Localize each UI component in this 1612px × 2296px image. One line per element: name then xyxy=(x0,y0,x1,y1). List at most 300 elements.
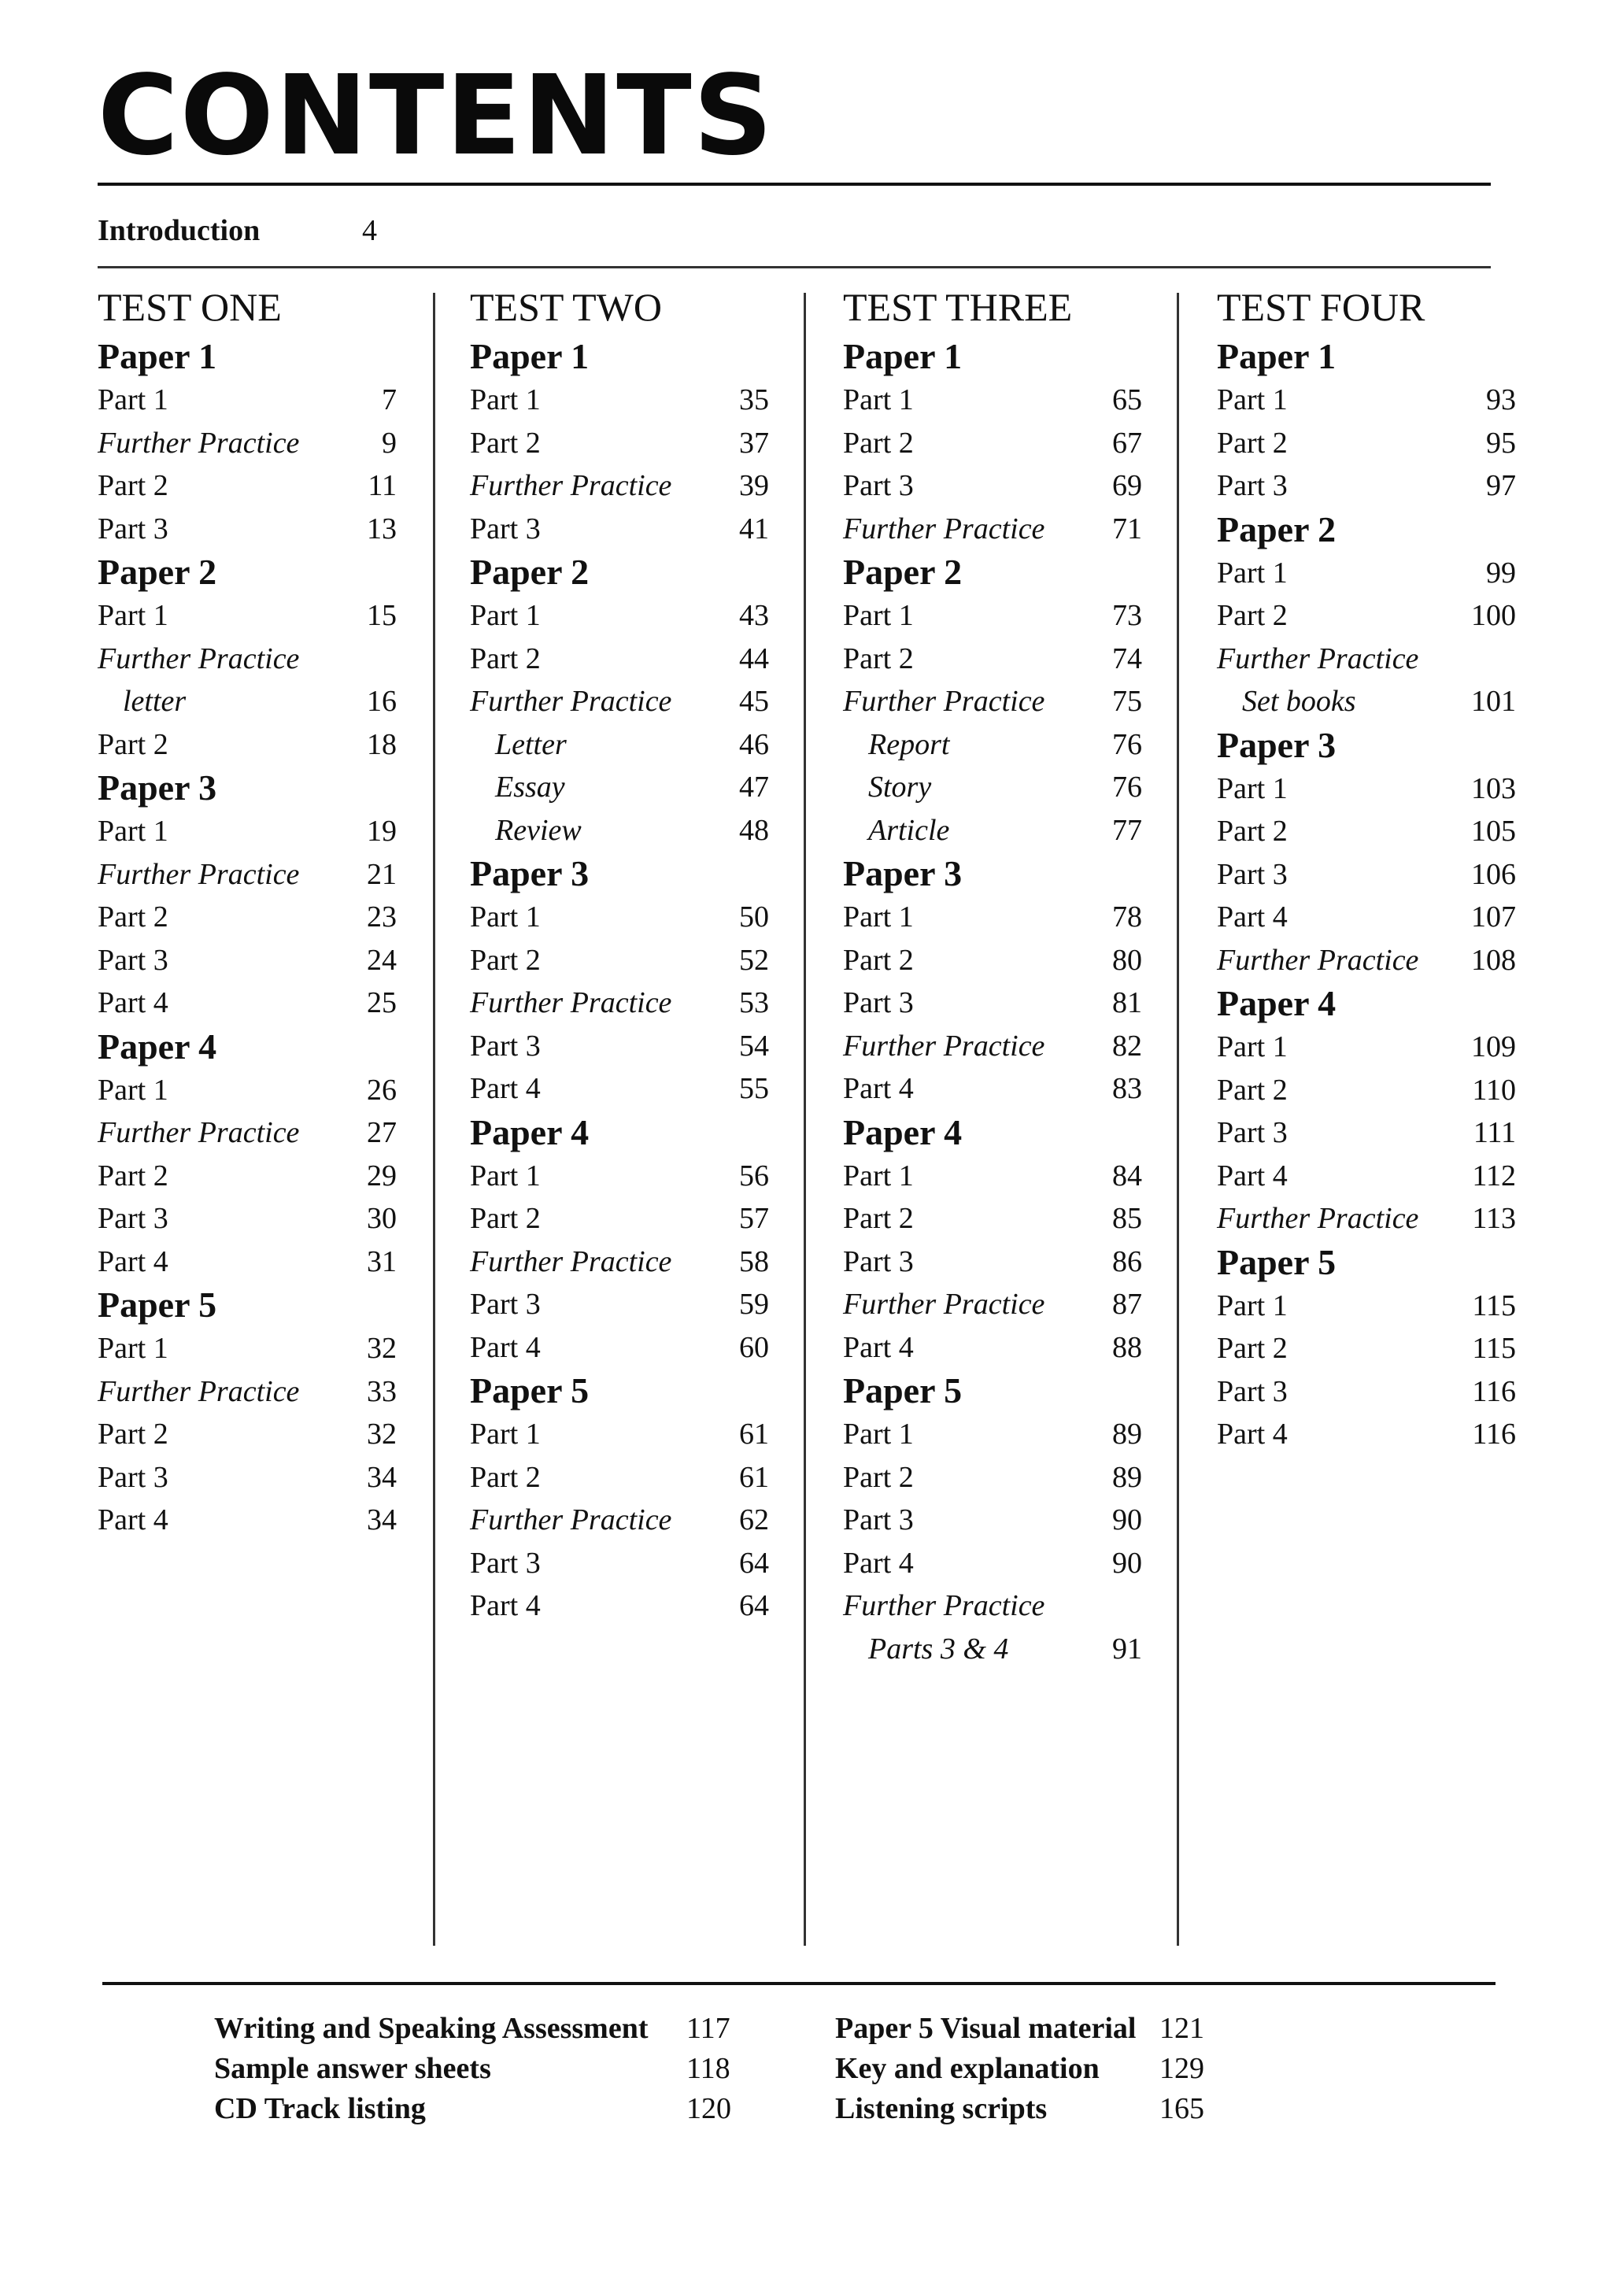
toc-entry-label: Part 4 xyxy=(843,1072,914,1105)
toc-entry[interactable] xyxy=(1217,422,1516,465)
toc-entry[interactable] xyxy=(470,723,769,767)
toc-entry[interactable] xyxy=(843,1628,1142,1671)
toc-entry-page-number: 30 xyxy=(367,1202,397,1235)
toc-entry-label: Further Practice xyxy=(1217,1202,1419,1235)
toc-entry[interactable] xyxy=(843,379,1142,422)
paper-heading[interactable]: Paper 4 xyxy=(1217,983,1337,1023)
toc-entry-label: Part 1 xyxy=(98,599,168,632)
toc-entry-page-number: 35 xyxy=(739,383,769,416)
toc-entry-page-number: 44 xyxy=(739,641,769,675)
toc-entry[interactable] xyxy=(98,680,397,723)
toc-entry[interactable] xyxy=(98,1111,397,1155)
toc-entry[interactable] xyxy=(470,680,769,723)
toc-entry-page-number: 64 xyxy=(739,1589,769,1622)
toc-entry-page-number: 61 xyxy=(739,1418,769,1451)
toc-entry[interactable] xyxy=(98,594,397,638)
column-divider xyxy=(804,293,806,1946)
test-four-column xyxy=(1217,279,1516,1456)
toc-entry[interactable] xyxy=(843,594,1142,638)
paper-heading[interactable]: Paper 1 xyxy=(470,336,590,376)
toc-entry[interactable] xyxy=(470,379,769,422)
toc-entry-page-number: 55 xyxy=(739,1072,769,1105)
toc-entry[interactable] xyxy=(470,1025,769,1068)
toc-entry-label: Part 2 xyxy=(843,943,914,977)
paper-heading[interactable]: Paper 2 xyxy=(470,552,590,592)
toc-entry-page-number: 21 xyxy=(367,857,397,891)
toc-entry[interactable] xyxy=(1217,1069,1516,1112)
toc-entry-label: Part 2 xyxy=(98,900,168,934)
toc-entry[interactable] xyxy=(98,896,397,939)
paper-heading[interactable]: Paper 5 xyxy=(470,1370,590,1411)
toc-entry-page-number: 106 xyxy=(1471,857,1516,891)
test-heading: TEST FOUR xyxy=(1217,285,1425,329)
toc-entry-page-number: 95 xyxy=(1486,426,1516,460)
paper-heading[interactable]: Paper 2 xyxy=(1217,508,1337,549)
toc-entry-label: Part 1 xyxy=(1217,771,1288,805)
toc-entry-label: Essay xyxy=(495,771,565,804)
toc-entry[interactable] xyxy=(843,1542,1142,1585)
toc-entry[interactable] xyxy=(1217,896,1516,939)
toc-entry-label: Part 3 xyxy=(98,1202,168,1235)
toc-entry-label: Part 4 xyxy=(470,1330,541,1364)
toc-entry-page-number: 88 xyxy=(1112,1330,1142,1364)
toc-entry-label: Further Practice xyxy=(98,1374,300,1408)
toc-entry-page-number: 50 xyxy=(739,900,769,934)
toc-entry-page-number: 115 xyxy=(1472,1332,1516,1365)
toc-entry[interactable] xyxy=(1217,939,1516,982)
toc-entry-label: Parts 3 & 4 xyxy=(868,1632,1009,1666)
toc-entry[interactable] xyxy=(843,1584,1142,1628)
toc-entry-label: Part 4 xyxy=(1217,1159,1288,1192)
toc-entry-label: Further Practice xyxy=(470,1503,672,1536)
toc-entry[interactable] xyxy=(470,1584,769,1628)
toc-entry[interactable] xyxy=(843,1499,1142,1542)
toc-entry-label: Part 1 xyxy=(98,1332,168,1365)
toc-entry[interactable] xyxy=(98,1069,397,1112)
footer-entry-page-number: 129 xyxy=(1159,2052,1204,2085)
toc-entry[interactable] xyxy=(470,939,769,982)
toc-entry-page-number: 107 xyxy=(1471,900,1516,934)
toc-entry-page-number: 58 xyxy=(739,1244,769,1278)
toc-entry-label: Further Practice xyxy=(843,685,1045,718)
toc-entry-label: Part 4 xyxy=(843,1546,914,1580)
paper-heading[interactable]: Paper 1 xyxy=(843,336,963,376)
toc-entry-label: Further Practice xyxy=(1217,641,1419,675)
toc-entry-page-number: 57 xyxy=(739,1202,769,1235)
toc-entry-label: Part 4 xyxy=(98,1244,168,1278)
footer-entry-label: CD Track listing xyxy=(214,2092,426,2125)
toc-entry-page-number: 16 xyxy=(367,685,397,718)
toc-entry-page-number: 115 xyxy=(1472,1288,1516,1322)
toc-entry-label: Part 3 xyxy=(843,986,914,1019)
footer-entry-page-number: 120 xyxy=(686,2092,731,2125)
toc-entry[interactable] xyxy=(843,1413,1142,1456)
page-title: CONTENTS xyxy=(98,52,775,180)
toc-entry-page-number: 65 xyxy=(1112,383,1142,416)
toc-entry[interactable] xyxy=(1217,464,1516,508)
toc-entry[interactable] xyxy=(843,1283,1142,1326)
toc-entry-label: Further Practice xyxy=(470,1244,672,1278)
paper-heading[interactable]: Paper 2 xyxy=(843,552,963,592)
toc-entry[interactable] xyxy=(98,982,397,1025)
toc-entry-page-number: 87 xyxy=(1112,1288,1142,1321)
introduction-label: Introduction xyxy=(98,214,261,247)
toc-entry-page-number: 53 xyxy=(739,986,769,1019)
toc-entry-page-number: 74 xyxy=(1112,641,1142,675)
toc-entry[interactable] xyxy=(843,723,1142,767)
toc-entry[interactable] xyxy=(98,1456,397,1499)
toc-entry-page-number: 23 xyxy=(367,900,397,934)
toc-entry-label: Set books xyxy=(1242,685,1356,718)
toc-entry[interactable] xyxy=(470,1456,769,1499)
toc-entry[interactable] xyxy=(98,464,397,508)
toc-entry-page-number: 7 xyxy=(382,383,397,416)
toc-entry[interactable] xyxy=(470,809,769,852)
toc-entry-label: Part 2 xyxy=(98,1418,168,1451)
toc-entry[interactable] xyxy=(98,1413,397,1456)
toc-entry-page-number: 11 xyxy=(368,469,397,502)
test-heading: TEST ONE xyxy=(98,285,282,329)
toc-entry-page-number: 32 xyxy=(367,1418,397,1451)
toc-entry[interactable] xyxy=(843,464,1142,508)
toc-entry[interactable] xyxy=(470,1413,769,1456)
toc-entry-label: Part 1 xyxy=(98,815,168,848)
toc-entry-label: Part 3 xyxy=(1217,1374,1288,1408)
toc-entry-page-number: 76 xyxy=(1112,727,1142,761)
toc-entry-label: Further Practice xyxy=(98,426,300,460)
toc-entry-page-number: 89 xyxy=(1112,1418,1142,1451)
footer-entry-label: Key and explanation xyxy=(835,2052,1100,2085)
toc-entry-page-number: 89 xyxy=(1112,1460,1142,1494)
column-divider xyxy=(433,293,435,1946)
toc-entry-label: Further Practice xyxy=(470,986,672,1019)
toc-entry-page-number: 37 xyxy=(739,426,769,460)
paper-heading[interactable]: Paper 4 xyxy=(470,1111,590,1152)
toc-entry[interactable] xyxy=(98,508,397,551)
toc-entry-page-number: 29 xyxy=(367,1159,397,1192)
toc-entry[interactable] xyxy=(843,766,1142,809)
toc-entry-label: Part 3 xyxy=(843,1503,914,1536)
test-one-column xyxy=(98,279,397,1542)
toc-entry[interactable] xyxy=(470,1499,769,1542)
toc-entry[interactable] xyxy=(470,1283,769,1326)
toc-entry[interactable] xyxy=(98,939,397,982)
toc-entry-page-number: 86 xyxy=(1112,1244,1142,1278)
toc-entry-page-number: 46 xyxy=(739,727,769,761)
toc-entry[interactable] xyxy=(843,422,1142,465)
paper-heading[interactable]: Paper 1 xyxy=(1217,336,1337,376)
toc-entry[interactable] xyxy=(1217,767,1516,811)
toc-entry[interactable] xyxy=(1217,1197,1516,1240)
toc-entry-label: Part 2 xyxy=(1217,1332,1288,1365)
toc-entry-page-number: 108 xyxy=(1471,943,1516,977)
toc-entry-label: Part 3 xyxy=(1217,857,1288,891)
toc-entry-label: Part 2 xyxy=(98,1159,168,1192)
toc-entry[interactable] xyxy=(1217,1155,1516,1198)
toc-entry[interactable] xyxy=(1217,1026,1516,1069)
toc-entry-label: Part 3 xyxy=(470,1029,541,1063)
toc-entry-page-number: 31 xyxy=(367,1244,397,1278)
toc-entry-page-number: 69 xyxy=(1112,469,1142,502)
toc-entry-label: Part 1 xyxy=(843,383,914,416)
toc-entry-page-number: 71 xyxy=(1112,512,1142,545)
toc-entry-label: Part 3 xyxy=(1217,469,1288,502)
toc-entry-page-number: 18 xyxy=(367,727,397,761)
toc-entry-page-number: 13 xyxy=(367,512,397,545)
toc-entry-page-number: 32 xyxy=(367,1332,397,1365)
toc-entry-label: Part 2 xyxy=(1217,599,1288,632)
toc-entry-page-number: 19 xyxy=(367,815,397,848)
toc-entry-page-number: 48 xyxy=(739,813,769,847)
paper-heading[interactable]: Paper 4 xyxy=(98,1026,217,1067)
toc-entry[interactable] xyxy=(98,1499,397,1542)
footer-entry-page-number: 165 xyxy=(1159,2092,1204,2125)
toc-entry[interactable] xyxy=(1217,379,1516,422)
section-rule xyxy=(98,266,1491,268)
toc-entry-page-number: 91 xyxy=(1112,1632,1142,1666)
toc-entry[interactable] xyxy=(470,594,769,638)
toc-entry[interactable] xyxy=(98,810,397,853)
toc-entry-label: Part 3 xyxy=(98,943,168,977)
toc-entry-label: Part 1 xyxy=(470,1418,541,1451)
toc-entry-label: Further Practice xyxy=(843,1589,1045,1622)
toc-entry-page-number: 9 xyxy=(382,426,397,460)
toc-entry[interactable] xyxy=(470,508,769,551)
toc-entry-label: Article xyxy=(868,813,950,847)
introduction-entry[interactable] xyxy=(98,211,412,250)
toc-entry[interactable] xyxy=(98,1240,397,1284)
toc-entry[interactable] xyxy=(1217,1370,1516,1414)
toc-entry-page-number: 43 xyxy=(739,599,769,632)
toc-entry[interactable] xyxy=(1217,1327,1516,1370)
toc-entry[interactable] xyxy=(98,638,397,681)
paper-heading[interactable]: Paper 5 xyxy=(98,1285,217,1325)
toc-entry-page-number: 27 xyxy=(367,1116,397,1149)
toc-entry[interactable] xyxy=(1217,638,1516,681)
paper-heading[interactable]: Paper 3 xyxy=(843,853,963,893)
toc-entry[interactable] xyxy=(843,896,1142,939)
toc-entry[interactable] xyxy=(843,1240,1142,1284)
paper-heading[interactable]: Paper 5 xyxy=(1217,1241,1337,1282)
toc-entry-page-number: 73 xyxy=(1112,599,1142,632)
test-three-column xyxy=(843,279,1142,1670)
toc-entry-label: Part 1 xyxy=(470,900,541,934)
toc-entry[interactable] xyxy=(98,723,397,767)
toc-entry-label: Review xyxy=(495,813,582,847)
toc-entry[interactable] xyxy=(470,1155,769,1198)
toc-entry-label: Letter xyxy=(495,727,567,761)
toc-entry[interactable] xyxy=(470,464,769,508)
toc-entry-label: Further Practice xyxy=(843,1029,1045,1063)
toc-entry-label: Part 4 xyxy=(1217,1418,1288,1451)
toc-entry-page-number: 25 xyxy=(367,986,397,1019)
toc-entry-label: Part 4 xyxy=(98,1503,168,1536)
toc-entry-page-number: 54 xyxy=(739,1029,769,1063)
toc-entry-label: Part 3 xyxy=(98,1460,168,1494)
toc-entry-page-number: 75 xyxy=(1112,685,1142,718)
toc-entry-label: Part 3 xyxy=(1217,1116,1288,1149)
paper-heading[interactable]: Paper 3 xyxy=(98,767,217,808)
toc-entry-label: Part 3 xyxy=(470,512,541,545)
toc-entry[interactable] xyxy=(1217,552,1516,595)
test-heading: TEST TWO xyxy=(470,285,662,329)
paper-heading[interactable]: Paper 3 xyxy=(1217,724,1337,765)
toc-entry-label: Part 1 xyxy=(470,383,541,416)
paper-heading[interactable]: Paper 1 xyxy=(98,336,217,376)
toc-entry-label: Part 1 xyxy=(1217,383,1288,416)
toc-entry[interactable] xyxy=(1217,1111,1516,1155)
toc-entry-page-number: 99 xyxy=(1486,556,1516,590)
toc-entry-page-number: 33 xyxy=(367,1374,397,1408)
toc-entry[interactable] xyxy=(98,422,397,465)
toc-entry-label: Story xyxy=(868,771,932,804)
toc-entry[interactable] xyxy=(98,1155,397,1198)
toc-entry[interactable] xyxy=(1217,853,1516,897)
toc-entry-page-number: 82 xyxy=(1112,1029,1142,1063)
toc-entry-page-number: 15 xyxy=(367,599,397,632)
toc-entry[interactable] xyxy=(843,1025,1142,1068)
toc-entry-page-number: 103 xyxy=(1471,771,1516,805)
toc-entry[interactable] xyxy=(98,1370,397,1414)
toc-entry-label: Part 1 xyxy=(98,383,168,416)
toc-entry[interactable] xyxy=(843,1155,1142,1198)
toc-entry-label: Report xyxy=(868,727,950,761)
toc-entry-label: letter xyxy=(123,685,187,718)
toc-entry-label: Part 1 xyxy=(470,599,541,632)
toc-entry-label: Part 1 xyxy=(1217,556,1288,590)
toc-entry-page-number: 52 xyxy=(739,943,769,977)
toc-entry[interactable] xyxy=(843,1456,1142,1499)
toc-entry-label: Part 2 xyxy=(470,943,541,977)
toc-entry[interactable] xyxy=(1217,810,1516,853)
toc-entry-label: Part 4 xyxy=(1217,900,1288,934)
toc-entry[interactable] xyxy=(843,1067,1142,1111)
toc-entry-page-number: 26 xyxy=(367,1073,397,1107)
toc-entry[interactable] xyxy=(1217,1285,1516,1328)
toc-entry-page-number: 83 xyxy=(1112,1072,1142,1105)
toc-entry-label: Part 1 xyxy=(843,599,914,632)
toc-entry-page-number: 56 xyxy=(739,1159,769,1192)
toc-entry-label: Part 1 xyxy=(843,1418,914,1451)
toc-entry-page-number: 77 xyxy=(1112,813,1142,847)
toc-entry[interactable] xyxy=(470,1240,769,1284)
toc-entry-page-number: 78 xyxy=(1112,900,1142,934)
paper-heading[interactable]: Paper 3 xyxy=(470,853,590,893)
toc-entry-page-number: 60 xyxy=(739,1330,769,1364)
footer-entry-label: Writing and Speaking Assessment xyxy=(214,2012,649,2045)
toc-entry-page-number: 85 xyxy=(1112,1202,1142,1235)
toc-entry-page-number: 101 xyxy=(1471,685,1516,718)
toc-entry-page-number: 59 xyxy=(739,1288,769,1321)
toc-entry-label: Part 2 xyxy=(470,1202,541,1235)
toc-entry[interactable] xyxy=(470,1326,769,1370)
toc-entry-page-number: 24 xyxy=(367,943,397,977)
paper-heading[interactable]: Paper 4 xyxy=(843,1111,963,1152)
toc-entry[interactable] xyxy=(98,853,397,897)
toc-entry[interactable] xyxy=(843,680,1142,723)
toc-entry[interactable] xyxy=(843,982,1142,1025)
toc-entry-label: Part 1 xyxy=(843,900,914,934)
toc-entry[interactable] xyxy=(470,638,769,681)
toc-entry-label: Further Practice xyxy=(98,641,300,675)
toc-entry-page-number: 105 xyxy=(1471,815,1516,848)
toc-entry-label: Part 4 xyxy=(470,1072,541,1105)
toc-entry-page-number: 90 xyxy=(1112,1546,1142,1580)
toc-entry[interactable] xyxy=(1217,680,1516,723)
toc-entry-page-number: 34 xyxy=(367,1460,397,1494)
toc-entry-label: Part 2 xyxy=(470,641,541,675)
toc-entry-page-number: 112 xyxy=(1472,1159,1516,1192)
toc-entry-label: Further Practice xyxy=(470,685,672,718)
title-rule xyxy=(98,183,1491,186)
toc-entry-page-number: 61 xyxy=(739,1460,769,1494)
toc-entry-label: Part 4 xyxy=(470,1589,541,1622)
toc-entry-label: Further Practice xyxy=(1217,943,1419,977)
toc-entry[interactable] xyxy=(843,638,1142,681)
toc-entry-label: Part 1 xyxy=(470,1159,541,1192)
toc-entry-label: Further Practice xyxy=(98,857,300,891)
toc-entry[interactable] xyxy=(470,982,769,1025)
toc-entry-label: Further Practice xyxy=(843,512,1045,545)
toc-entry-page-number: 76 xyxy=(1112,771,1142,804)
toc-entry[interactable] xyxy=(470,1542,769,1585)
toc-entry[interactable] xyxy=(1217,594,1516,638)
toc-entry-page-number: 93 xyxy=(1486,383,1516,416)
toc-entry[interactable] xyxy=(843,939,1142,982)
toc-entry-page-number: 62 xyxy=(739,1503,769,1536)
toc-entry-label: Part 4 xyxy=(843,1330,914,1364)
toc-entry-page-number: 47 xyxy=(739,771,769,804)
toc-entry[interactable] xyxy=(470,896,769,939)
toc-entry[interactable] xyxy=(470,1067,769,1111)
toc-entry-page-number: 97 xyxy=(1486,469,1516,502)
toc-entry[interactable] xyxy=(1217,1413,1516,1456)
toc-entry-page-number: 81 xyxy=(1112,986,1142,1019)
toc-entry-label: Part 3 xyxy=(470,1288,541,1321)
toc-entry[interactable] xyxy=(843,809,1142,852)
toc-entry-label: Part 1 xyxy=(843,1159,914,1192)
toc-entry[interactable] xyxy=(843,508,1142,551)
toc-entry-page-number: 109 xyxy=(1471,1030,1516,1063)
toc-entry-page-number: 64 xyxy=(739,1546,769,1580)
column-divider xyxy=(1177,293,1179,1946)
toc-entry[interactable] xyxy=(843,1326,1142,1370)
paper-heading[interactable]: Paper 2 xyxy=(98,552,217,592)
toc-entry-page-number: 116 xyxy=(1472,1418,1516,1451)
footer-rule xyxy=(102,1982,1496,1985)
toc-entry[interactable] xyxy=(843,1197,1142,1240)
test-two-column xyxy=(470,279,769,1628)
toc-entry-label: Part 2 xyxy=(98,727,168,761)
toc-entry[interactable] xyxy=(98,1197,397,1240)
toc-entry[interactable] xyxy=(98,1327,397,1370)
toc-entry-label: Part 2 xyxy=(1217,426,1288,460)
toc-entry-page-number: 34 xyxy=(367,1503,397,1536)
paper-heading[interactable]: Paper 5 xyxy=(843,1370,963,1411)
toc-entry[interactable] xyxy=(98,379,397,422)
toc-entry-page-number: 84 xyxy=(1112,1159,1142,1192)
toc-entry-page-number: 67 xyxy=(1112,426,1142,460)
toc-entry-label: Part 1 xyxy=(1217,1030,1288,1063)
footer-entry-label: Sample answer sheets xyxy=(214,2052,491,2085)
toc-entry[interactable] xyxy=(470,422,769,465)
toc-entry-label: Part 3 xyxy=(98,512,168,545)
toc-entry-label: Further Practice xyxy=(843,1288,1045,1321)
toc-entry[interactable] xyxy=(470,1197,769,1240)
footer-entry-label: Paper 5 Visual material xyxy=(835,2012,1137,2045)
toc-entry[interactable] xyxy=(470,766,769,809)
toc-entry-page-number: 41 xyxy=(739,512,769,545)
